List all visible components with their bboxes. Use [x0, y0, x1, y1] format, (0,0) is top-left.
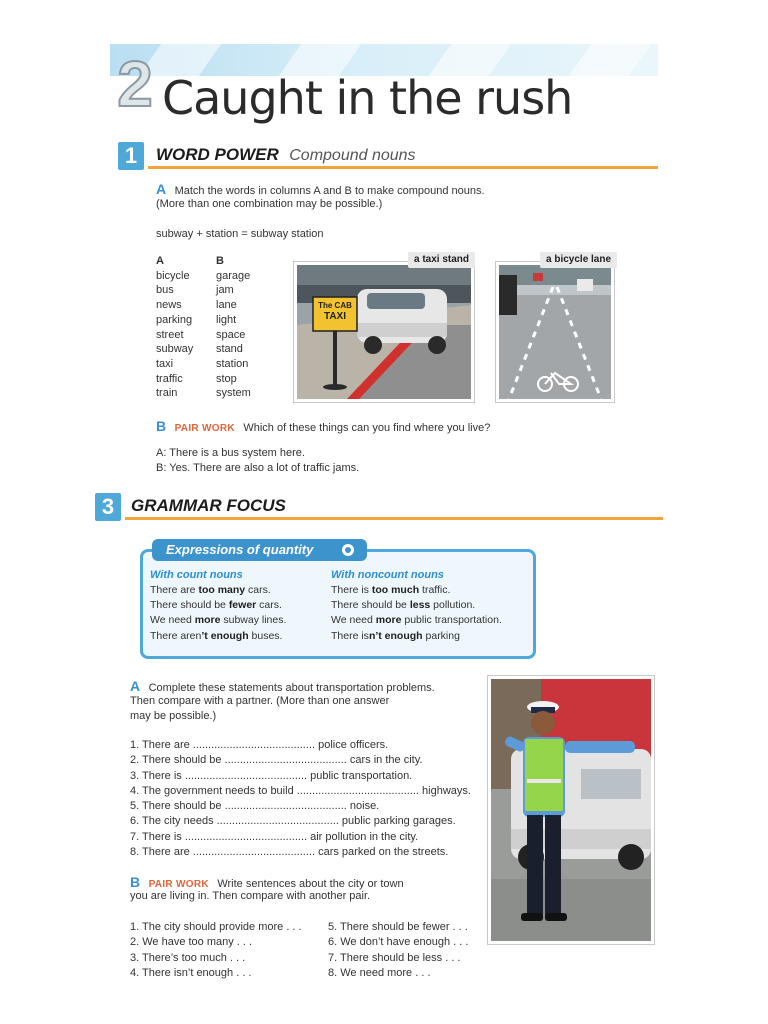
grammar-line	[150, 598, 286, 613]
grammar-text: buses.	[248, 629, 283, 642]
sentence-starter: 8. We need more . . .	[328, 966, 431, 979]
pair-work-tag: PAIR WORK	[174, 423, 235, 434]
grammar-text: There should be	[150, 599, 229, 612]
part-b	[156, 418, 490, 436]
section-number: 3	[95, 493, 121, 521]
count-nouns-column	[150, 568, 286, 644]
word-item: traffic	[156, 372, 183, 385]
word-item: jam	[216, 284, 234, 297]
example: subway + station = subway station	[156, 228, 324, 240]
word-item: system	[216, 387, 251, 400]
grammar-keyword: more	[194, 614, 221, 627]
column-b	[216, 254, 276, 401]
grammar-text: There should be	[331, 599, 410, 612]
traffic-officer-image	[491, 679, 651, 941]
grammar-text: cars.	[245, 584, 271, 596]
word-item: taxi	[156, 357, 174, 370]
grammar-text: cars.	[256, 599, 282, 612]
word-item: bus	[156, 284, 174, 297]
instructions-line: Which of these things can you find where you live?	[243, 422, 491, 434]
exercise-item: 3. There is ........................................ public transportation.	[130, 769, 413, 782]
exercise-item: 6. The city needs ........................................ public parking garages.	[130, 815, 456, 828]
grammar-text: There are	[150, 584, 199, 596]
dialog-line: A: There is a bus system here.	[156, 447, 305, 459]
grammar-text: We need	[331, 614, 376, 627]
part-letter: B	[130, 874, 141, 890]
grammar-line	[150, 613, 286, 628]
bicycle-lane-image	[499, 265, 611, 399]
traffic-officer-photo	[488, 676, 654, 944]
section-number: 1	[118, 142, 144, 170]
word-item: subway	[156, 343, 194, 356]
exercise-item: 4. The government needs to build ........................................ highways.	[130, 784, 471, 797]
audio-icon[interactable]	[342, 544, 354, 556]
sentence-starter: 5. There should be fewer . . .	[328, 921, 468, 933]
grammar-line	[331, 583, 502, 598]
word-item: space	[216, 328, 246, 341]
grammar-text: public transportation.	[401, 614, 502, 627]
part-letter: B	[156, 418, 167, 434]
section-title: GRAMMAR FOCUS	[131, 496, 286, 515]
pair-work-tag: PAIR WORK	[148, 879, 209, 890]
dialog-line: B: Yes. There are also a lot of traffic jams.	[156, 462, 360, 474]
instructions-line: Then compare with a partner. (More than one answer	[130, 695, 390, 707]
sentence-starter: 6. We don’t have enough . . .	[328, 936, 469, 949]
exercise-item: 7. There is ........................................ air pollution in the city.	[130, 830, 419, 843]
section-title: WORD POWER	[156, 145, 279, 164]
grammar-text: parking	[422, 629, 460, 642]
taxi-stand-image	[297, 265, 471, 399]
grammar-text: We need	[150, 614, 195, 627]
grammar-line	[331, 629, 502, 644]
section-heading	[156, 145, 416, 166]
grammar-lines	[150, 583, 286, 644]
taxi-sign-line1: The CAB	[318, 301, 352, 310]
part-letter: A	[130, 678, 141, 694]
grammar-line	[150, 629, 286, 644]
word-item: garage	[216, 269, 251, 282]
grammar-text: traffic.	[419, 584, 451, 596]
word-item: stop	[216, 372, 237, 385]
column-a	[156, 254, 211, 401]
word-item: station	[216, 357, 249, 370]
exercise-item: 2. There should be ........................................ cars in the city.	[130, 754, 423, 767]
exercise-item: 5. There should be ........................................ noise.	[130, 800, 380, 813]
column-header: B	[216, 255, 224, 267]
instructions-line: Write sentences about the city or town	[217, 878, 404, 890]
part-letter: A	[156, 181, 167, 197]
word-item: street	[156, 328, 184, 341]
word-item: news	[156, 299, 182, 312]
grammar-text: There aren	[150, 629, 202, 642]
word-item: parking	[156, 313, 193, 326]
exercise-list	[130, 738, 471, 860]
word-item: light	[216, 313, 237, 326]
sentence-starter: 4. There isn’t enough . . .	[130, 966, 252, 979]
word-item: bicycle	[156, 269, 190, 282]
unit-number: 2	[117, 48, 153, 120]
word-item: lane	[216, 299, 237, 312]
grammar-keyword: less	[409, 599, 431, 612]
grammar-line	[331, 613, 502, 628]
word-list	[156, 269, 211, 401]
instructions-line: Match the words in columns A and B to make compound nouns.	[174, 185, 485, 197]
word-list	[216, 269, 276, 401]
bicycle-lane-photo	[496, 262, 614, 402]
section-subtitle: Compound nouns	[289, 147, 416, 164]
grammar-line	[150, 583, 286, 598]
instructions-line: you are living in. Then compare with another pair.	[130, 890, 371, 902]
word-item: stand	[216, 343, 243, 356]
sentence-starter: 7. There should be less . . .	[328, 951, 461, 964]
taxi-stand-photo	[294, 262, 474, 402]
sentence-starters-right	[328, 920, 468, 981]
photo-label: a bicycle lane	[540, 252, 617, 268]
instructions-line: Complete these statements about transportation problems.	[148, 682, 435, 694]
sentence-starter: 1. The city should provide more . . .	[130, 921, 302, 933]
exercise-item: 1. There are ........................................ police officers.	[130, 739, 389, 751]
grammar-lines	[331, 583, 502, 644]
grammar-text: pollution.	[430, 599, 476, 612]
grammar-line	[331, 598, 502, 613]
instructions-line: (More than one combination may be possible.)	[156, 198, 383, 210]
grammar-keyword: ’t enough	[201, 629, 249, 642]
word-item: train	[156, 387, 178, 400]
column-header: With noncount nouns	[331, 569, 444, 581]
grammar-text: There is	[331, 584, 372, 596]
section-rule	[125, 517, 663, 520]
sentence-starters-left	[130, 920, 302, 981]
column-header: A	[156, 255, 164, 267]
grammar-box-title: Expressions of quantity	[166, 542, 314, 557]
grammar-keyword: too many	[198, 584, 246, 596]
grammar-text: subway lines.	[220, 614, 287, 627]
column-header: With count nouns	[150, 569, 243, 581]
noncount-nouns-column	[331, 568, 502, 644]
taxi-sign-line2: TAXI	[323, 311, 347, 322]
instructions-line: may be possible.)	[130, 710, 217, 722]
grammar-keyword: n’t enough	[368, 629, 423, 642]
sentence-starter: 3. There’s too much . . .	[130, 951, 246, 964]
grammar-keyword: fewer	[228, 599, 257, 612]
photo-label: a taxi stand	[408, 252, 475, 268]
sentence-starter: 2. We have too many . . .	[130, 936, 253, 949]
grammar-keyword: more	[375, 614, 402, 627]
section-rule	[148, 166, 658, 169]
exercise-item: 8. There are ........................................ cars parked on the streets.	[130, 846, 449, 859]
unit-title: Caught in the rush	[162, 71, 573, 125]
grammar-keyword: too much	[371, 584, 420, 596]
grammar-text: There is	[331, 629, 369, 642]
